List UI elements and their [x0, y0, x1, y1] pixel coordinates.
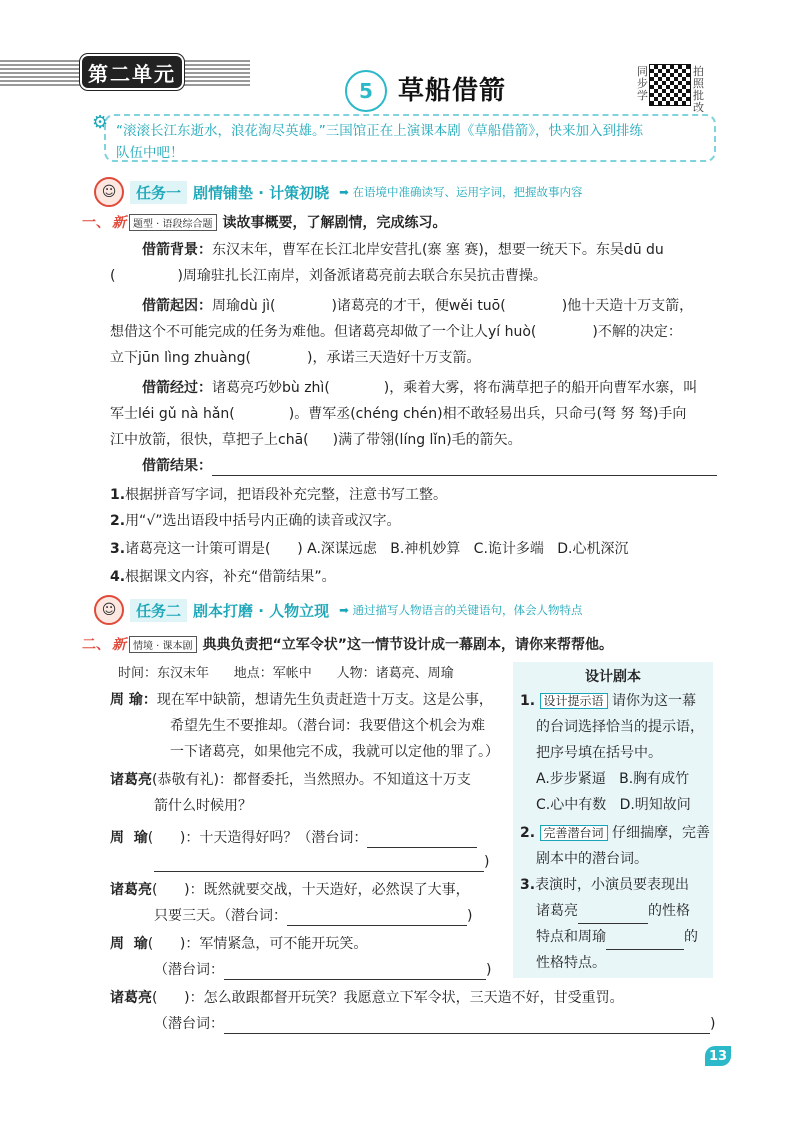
design-q2: 2. 完善潜台词 仔细揣摩，完善: [520, 825, 710, 841]
script-line: （潜台词： ): [154, 1016, 716, 1032]
design-tag: 设计提示语: [540, 693, 608, 709]
gear-icon: ⚙: [92, 112, 109, 133]
qr-code-icon[interactable]: [649, 64, 691, 106]
story-line: ( )周瑜驻扎长江南岸，刘备派诸葛亮前去联合东吴抗击曹操。: [110, 268, 547, 284]
script-line: 周 瑜( )：十天造得好吗？（潜台词：: [110, 828, 477, 848]
unit-badge-text: 第二单元: [88, 61, 176, 86]
script-line: 箭什么时候用？: [154, 798, 252, 814]
task2-name: 任务二: [130, 599, 187, 622]
intro-box: [104, 114, 716, 162]
design-line: 特点和周瑜 的: [536, 924, 698, 950]
story-line: 江中放箭，很快，草把子上chā( )满了带翎(líng lǐn)毛的箭矢。: [110, 432, 522, 448]
design-tag: 完善潜台词: [540, 825, 608, 841]
story-line: 立下jūn lìng zhuàng( )，承诺三天造好十万支箭。: [110, 350, 481, 366]
script-line: 只要三天。（潜台词： ): [154, 908, 473, 924]
question-4: 4.根据课文内容，补充“借箭结果”。: [110, 569, 336, 585]
intro-line: 队伍中吧！: [116, 145, 184, 161]
design-line: 的台词选择恰当的提示语，: [536, 719, 704, 735]
intro-line: “滚滚长江东逝水，浪花淘尽英雄。”三国馆正在上演课本剧《草船借箭》，快来加入到排练: [116, 123, 643, 139]
new-badge: 新: [112, 637, 126, 653]
story-line: 军士léi gǔ nà hǎn( )。曹军丞(chéng chén)相不敢轻易出兵，只命弓(弩 努 驽)手向: [110, 406, 687, 422]
speaker-zhouyu: 周 瑜：: [110, 692, 157, 708]
answer-blank[interactable]: [606, 949, 684, 950]
task1-header: [94, 180, 582, 204]
lesson-number: 5: [345, 70, 387, 112]
script-line: （潜台词： ): [154, 962, 492, 978]
task2-header: [94, 598, 582, 622]
result-label: 借箭结果：: [142, 458, 212, 474]
story-line: 借箭经过：诸葛亮巧妙bù zhì( )，乘着大雾，将布满草把子的船开向曹军水寨，叫: [142, 380, 698, 396]
script-line: 诸葛亮( )：既然就要交战，十天造好，必然误了大事，: [110, 882, 470, 898]
section1-title: 读故事概要，了解剧情，完成练习。: [222, 215, 447, 231]
task2-goal: ➡ 通过描写人物语言的关键语句，体会人物特点: [339, 603, 583, 617]
design-q1: 1. 设计提示语 请你为这一幕: [520, 693, 696, 709]
question-3: 3.诸葛亮这一计策可谓是( ) A.深谋远虑 B.神机妙算 C.诡计多端 D.心机深沉: [110, 541, 629, 557]
design-line: 诸葛亮 的性格: [536, 898, 690, 924]
subtext-answer-line[interactable]: [287, 925, 467, 926]
script-line: 诸葛亮( )：怎么敢跟都督开玩笑？我愿意立下军令状，三天造不好，甘受重罚。: [110, 990, 624, 1006]
speaker-zhouyu: 周 瑜: [110, 830, 148, 846]
cartoon-face-icon: ☺: [94, 595, 124, 625]
page-number: 13: [705, 1046, 731, 1066]
question-1: 1.根据拼音写字词，把语段补充完整，注意书写工整。: [110, 487, 448, 503]
story-line: [142, 456, 714, 476]
story-line: 想借这个不可能完成的任务为难他。但诸葛亮却做了一个让人yí huò( )不解的决定：: [110, 324, 682, 340]
design-options: C.心中有数 D.明知故问: [536, 797, 691, 813]
script-line: 周 瑜：现在军中缺箭，想请先生负责赶造十万支。这是公事，: [110, 692, 493, 708]
speaker-zhugeliang: 诸葛亮: [110, 882, 152, 898]
section-number: 一、: [82, 215, 110, 231]
result-answer-line[interactable]: [212, 475, 717, 476]
question-type-tag: 题型 · 语段综合题: [129, 214, 217, 231]
script-line: ): [154, 852, 489, 872]
design-line: 把序号填在括号中。: [536, 745, 662, 761]
design-q3: 3.表演时，小演员要表现出: [520, 877, 690, 893]
subtext-answer-line[interactable]: [224, 979, 486, 980]
subtext-answer-line[interactable]: [367, 847, 477, 848]
section1-header: [82, 212, 447, 232]
script-line: 一下诸葛亮，如果他完不成，我就可以定他的罪了。）: [170, 744, 499, 760]
story-line: 借箭背景：东汉末年，曹军在长江北岸安营扎(寨 塞 赛)，想要一统天下。东吴dū du: [142, 242, 664, 258]
task1-goal: ➡ 在语境中准确读写、运用字词，把握故事内容: [339, 185, 583, 199]
photo-correct-label: 拍照批改: [693, 65, 704, 114]
script-line: 诸葛亮(恭敬有礼)：都督委托，当然照办。不知道这十万支: [110, 772, 471, 788]
speaker-zhouyu: 周 瑜: [110, 936, 148, 952]
question-type-tag: 情境 · 课本剧: [129, 636, 197, 653]
design-line: 剧本中的潜台词。: [536, 851, 648, 867]
cartoon-face-icon: ☺: [94, 177, 124, 207]
design-options: A.步步紧逼 B.胸有成竹: [536, 771, 690, 787]
subtext-answer-line[interactable]: [154, 871, 484, 872]
section-number: 二、: [82, 637, 110, 653]
speaker-zhugeliang: 诸葛亮: [110, 990, 152, 1006]
section2-title: 典典负责把“立军令状”这一情节设计成一幕剧本，请你来帮帮他。: [202, 637, 613, 653]
section2-header: [82, 634, 613, 654]
sync-study-label: 同步学: [637, 65, 648, 102]
task1-name: 任务一: [130, 181, 187, 204]
task1-theme: 剧情铺垫 · 计策初晓: [193, 183, 330, 202]
script-line: 希望先生不要推却。（潜台词：我要借这个机会为难: [170, 718, 485, 734]
background-label: 借箭背景：: [142, 242, 212, 258]
script-meta: 时间：东汉末年 地点：军帐中 人物：诸葛亮、周瑜: [118, 666, 454, 681]
cause-label: 借箭起因：: [142, 298, 212, 314]
speaker-zhugeliang: 诸葛亮: [110, 772, 152, 788]
new-badge: 新: [112, 215, 126, 231]
design-panel-title: 设计剧本: [585, 669, 641, 685]
subtext-answer-line[interactable]: [224, 1033, 710, 1034]
script-line: 周 瑜( )：军情紧急，可不能开玩笑。: [110, 936, 368, 952]
task2-theme: 剧本打磨 · 人物立现: [193, 601, 330, 620]
design-line: 性格特点。: [536, 955, 606, 971]
lesson-title: 草船借箭: [398, 76, 507, 106]
process-label: 借箭经过：: [142, 380, 212, 396]
question-2: 2.用“√”选出语段中括号内正确的读音或汉字。: [110, 513, 401, 529]
unit-badge: [82, 56, 182, 88]
story-line: 借箭起因：周瑜dù jì( )诸葛亮的才干，便wěi tuō( )他十天造十万支箭，: [142, 298, 694, 314]
